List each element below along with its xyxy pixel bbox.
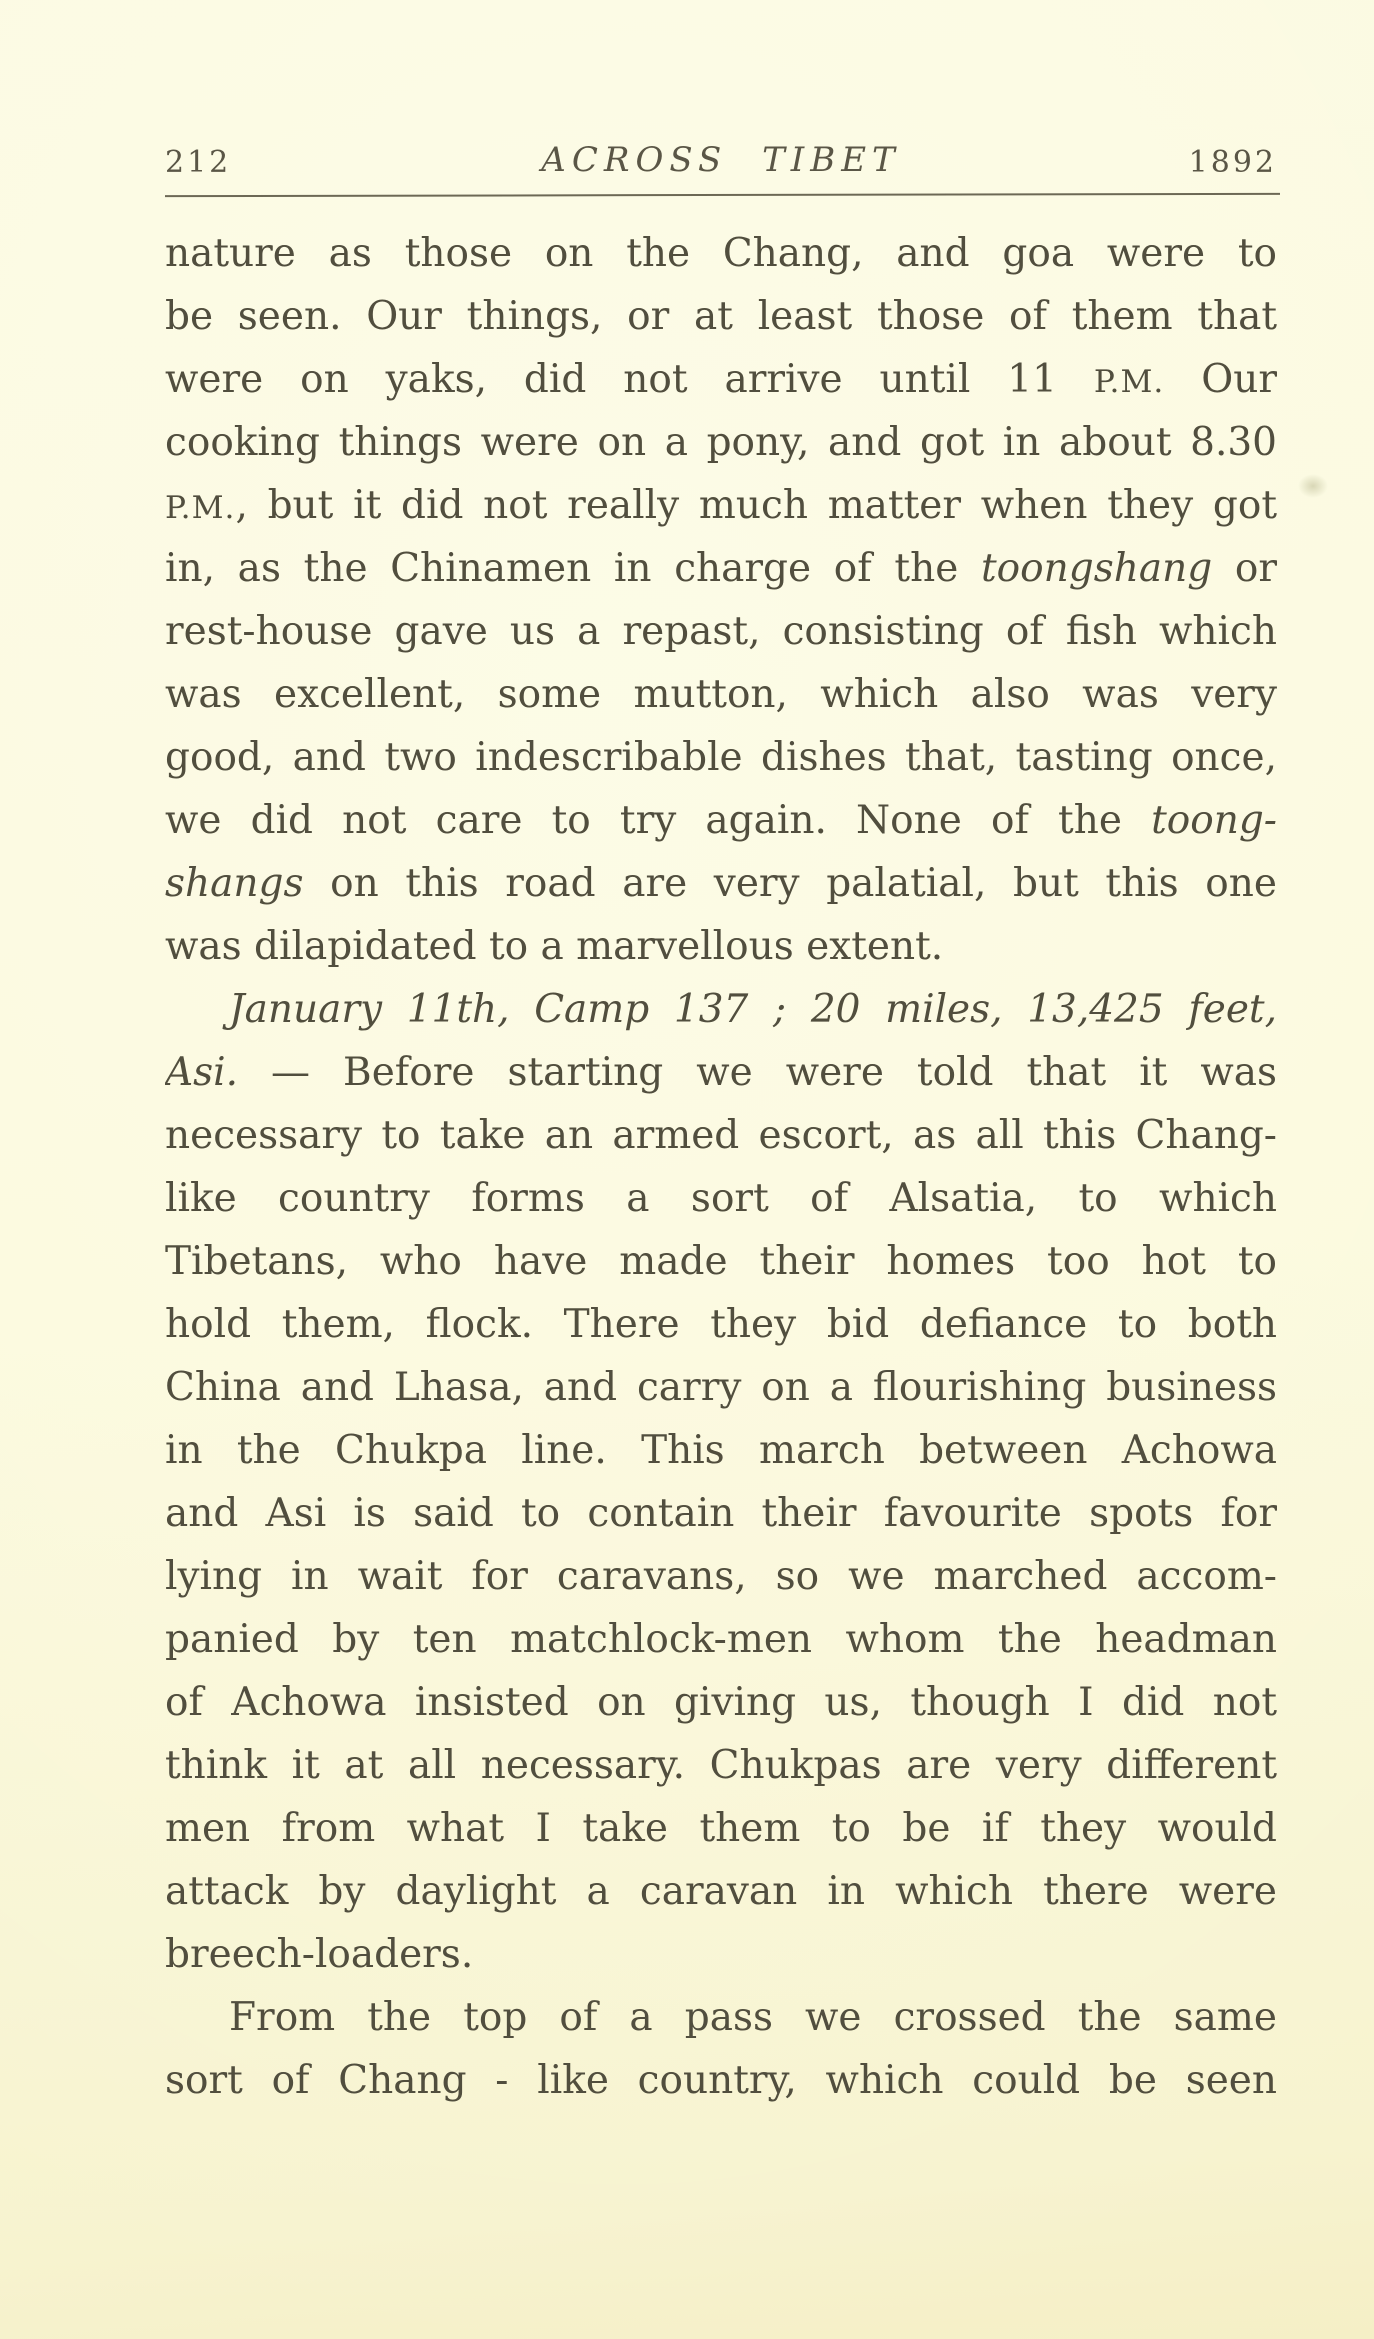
body-text: nature as those on the Chang, and goa were to: [165, 231, 1277, 276]
text-line: [165, 411, 1277, 474]
body-text: Tibetans, who have made their homes too hot to: [165, 1239, 1277, 1284]
text-line: [165, 537, 1277, 600]
body-text: or: [1212, 546, 1277, 591]
text-line: [165, 978, 1277, 1041]
text-line: [165, 2049, 1277, 2112]
text-line: [165, 222, 1277, 285]
text-line: [165, 726, 1277, 789]
text-line: [165, 600, 1277, 663]
smallcaps-text: P.M.: [1093, 364, 1165, 400]
body-text: cooking things were on a pony, and got in about 8.30: [165, 420, 1277, 465]
body-text: were on yaks, did not arrive until 11: [165, 357, 1094, 402]
text-line: [165, 1419, 1277, 1482]
text-line: [165, 1734, 1277, 1797]
text-line: [165, 663, 1277, 726]
body-text: on this road are very palatial, but this one: [303, 861, 1277, 906]
body-text: panied by ten matchlock-men whom the headman: [165, 1617, 1277, 1662]
text-line: [165, 1230, 1277, 1293]
body-text: , but it did not really much matter when they got: [235, 483, 1277, 528]
text-line: [165, 1608, 1277, 1671]
text-line: [165, 1986, 1277, 2049]
body-text: China and Lhasa, and carry on a flourishing business: [165, 1365, 1277, 1410]
text-line: [165, 348, 1277, 411]
body-text: breech-loaders.: [165, 1932, 474, 1977]
body-text: of Achowa insisted on giving us, though I did not: [165, 1680, 1277, 1725]
body-text: think it at all necessary. Chukpas are very different: [165, 1743, 1277, 1788]
body-text: — Before starting we were told that it was: [238, 1050, 1277, 1095]
italic-text: toong-: [1151, 798, 1277, 843]
body-text: lying in wait for caravans, so we marched accom-: [165, 1554, 1277, 1599]
italic-text: Asi.: [165, 1050, 239, 1095]
italic-text: toongshang: [980, 546, 1213, 591]
running-title: ACROSS TIBET: [541, 140, 901, 180]
italic-text: January 11th, Camp 137 ; 20 miles, 13,425 feet,: [229, 987, 1277, 1032]
page-number: 212: [165, 145, 232, 180]
ink-smudge: [1298, 474, 1328, 498]
body-text: was excellent, some mutton, which also was very: [165, 672, 1277, 717]
text-line: [165, 1860, 1277, 1923]
smallcaps-text: P.M.: [165, 490, 236, 526]
body-text: From the top of a pass we crossed the same: [229, 1995, 1277, 2040]
text-line: [165, 1797, 1277, 1860]
header-rule: [165, 193, 1280, 197]
body-text: sort of Chang - like country, which could be seen: [165, 2058, 1277, 2103]
text-line: [165, 1041, 1277, 1104]
paragraph: [165, 978, 1277, 1986]
text-line: [165, 915, 1277, 978]
body-text: in the Chukpa line. This march between Achowa: [165, 1428, 1277, 1473]
text-line: [165, 1104, 1277, 1167]
body-text: we did not care to try again. None of the: [165, 798, 1152, 843]
text-line: [165, 1167, 1277, 1230]
paragraph: [165, 1986, 1277, 2112]
body-text: in, as the Chinamen in charge of the: [165, 546, 981, 591]
body-text: and Asi is said to contain their favourite spots for: [165, 1491, 1277, 1536]
text-line: [165, 1482, 1277, 1545]
body-text: necessary to take an armed escort, as all this Chang-: [165, 1113, 1277, 1158]
page-header: [165, 136, 1277, 180]
text-line: [165, 285, 1277, 348]
body-text: men from what I take them to be if they would: [165, 1806, 1277, 1851]
text-line: [165, 1545, 1277, 1608]
body-text: attack by daylight a caravan in which there were: [165, 1869, 1277, 1914]
body-text: like country forms a sort of Alsatia, to which: [165, 1176, 1277, 1221]
text-line: [165, 1923, 1277, 1986]
body-text: Our: [1164, 357, 1277, 402]
year-label: 1892: [1188, 145, 1277, 180]
page-text: [165, 222, 1277, 2112]
paragraph: [165, 222, 1277, 978]
body-text: hold them, flock. There they bid defiance to both: [165, 1302, 1277, 1347]
text-line: [165, 852, 1277, 915]
body-text: good, and two indescribable dishes that, tasting once,: [165, 735, 1277, 780]
body-text: was dilapidated to a marvellous extent.: [165, 924, 944, 969]
text-line: [165, 1671, 1277, 1734]
text-line: [165, 1293, 1277, 1356]
body-text: rest-house gave us a repast, consisting of fish which: [165, 609, 1277, 654]
italic-text: shangs: [165, 861, 304, 906]
text-line: [165, 474, 1277, 537]
text-line: [165, 789, 1277, 852]
text-line: [165, 1356, 1277, 1419]
body-text: be seen. Our things, or at least those of them that: [165, 294, 1277, 339]
